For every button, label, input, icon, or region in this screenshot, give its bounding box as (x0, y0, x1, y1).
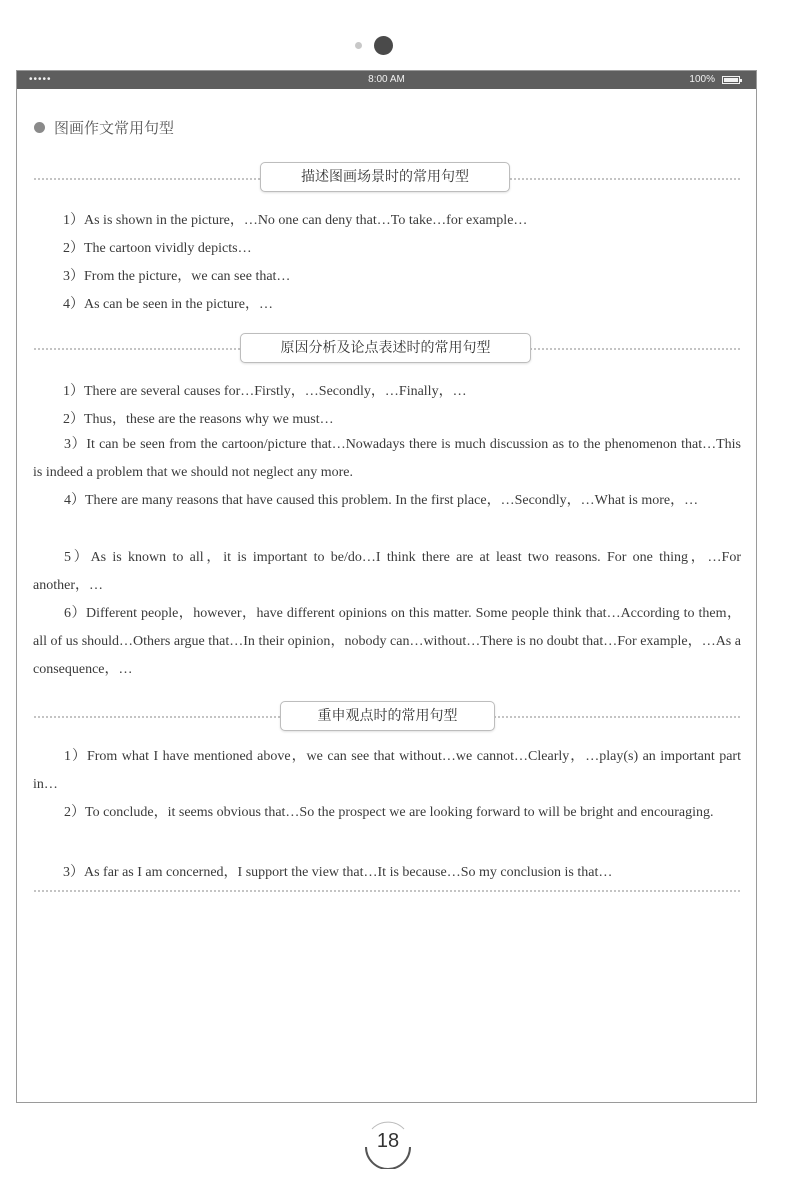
signal-icon: ••••• (29, 74, 52, 85)
section-title (34, 117, 174, 138)
group-heading-1: 描述图画场景时的常用句型 (260, 162, 510, 192)
list-item: 1）There are several causes for…Firstly，…Secondly，…Finally，… (63, 384, 467, 399)
list-item: 6）Different people，however，have different opinions on this matter. Some people think that…According to them，all of us should…Others argue that…In their opinion，nobody can…without…There is no doubt that…For example，…As a consequence，… (33, 606, 741, 677)
status-time: 8:00 AM (368, 74, 405, 85)
page-dot-inactive[interactable] (355, 42, 362, 49)
dotted-divider (34, 890, 740, 892)
page-dot-active[interactable] (374, 36, 393, 55)
list-item: 2）The cartoon vividly depicts… (63, 241, 252, 256)
list-item: 2）Thus，these are the reasons why we must… (63, 412, 334, 427)
group-heading-2: 原因分析及论点表述时的常用句型 (240, 333, 531, 363)
list-item: 5）As is known to all，it is important to be/do…I think there are at least two reasons. For one thing，…For another，… (33, 550, 741, 593)
battery-percent: 100% (689, 74, 715, 85)
page-number: 18 (376, 1130, 400, 1152)
list-item: 4）As can be seen in the picture，… (63, 297, 273, 312)
page-number-badge (362, 1117, 414, 1169)
page-indicator (0, 36, 800, 56)
list-item: 1）From what I have mentioned above，we can see that without…we cannot…Clearly，…play(s) an important part in… (33, 749, 741, 792)
battery-icon (722, 76, 740, 84)
bullet-icon (34, 122, 45, 133)
section-title-text: 图画作文常用句型 (54, 119, 175, 137)
status-bar (17, 71, 756, 89)
list-item: 3）It can be seen from the cartoon/picture that…Nowadays there is much discussion as to the phenomenon that…This is indeed a problem that we should not neglect any more. (33, 437, 741, 480)
list-item: 2）To conclude，it seems obvious that…So the prospect we are looking forward to will be bright and encouraging. (64, 805, 714, 820)
list-item: 1）As is shown in the picture，…No one can deny that…To take…for example… (63, 213, 528, 228)
list-item: 3）As far as I am concerned，I support the view that…It is because…So my conclusion is that… (63, 865, 613, 880)
list-item: 4）There are many reasons that have caused this problem. In the first place，…Secondly，…What is more，… (64, 493, 699, 508)
list-item: 3）From the picture，we can see that… (63, 269, 291, 284)
group-heading-3: 重申观点时的常用句型 (280, 701, 495, 731)
